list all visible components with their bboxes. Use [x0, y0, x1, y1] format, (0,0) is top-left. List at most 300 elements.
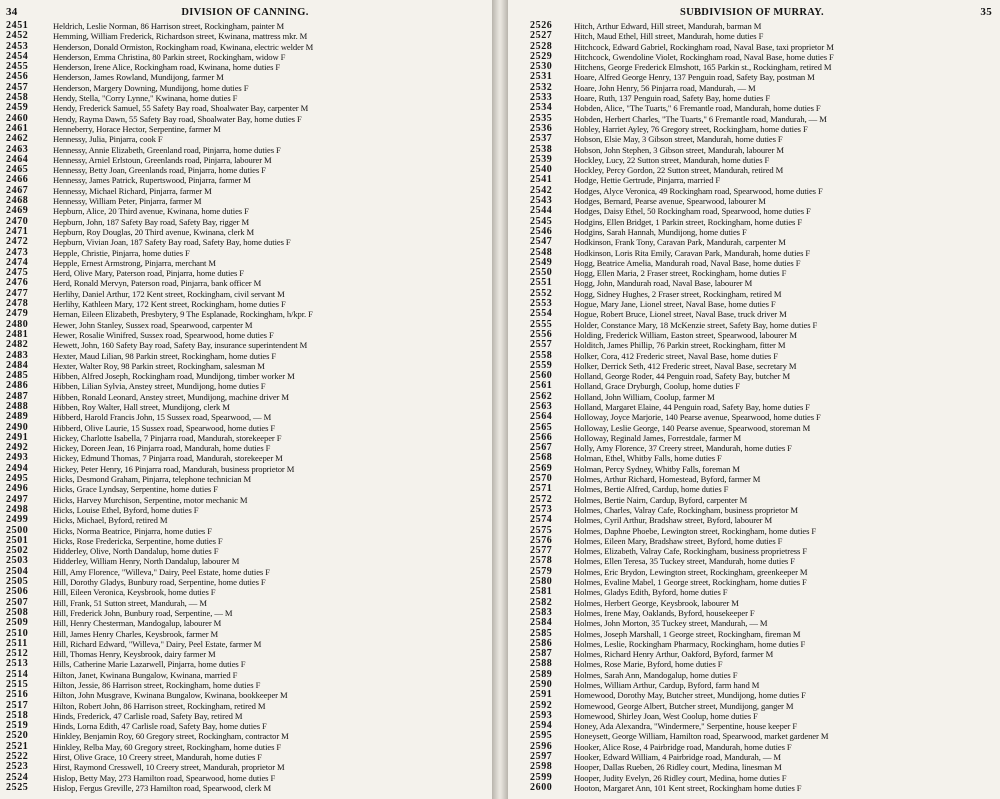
- entry-row: [512, 701, 992, 711]
- entry-text: Hicks, Harvey Murchison, Serpentine, motor mechanic M: [53, 494, 248, 505]
- entry-text: Holmes, Leslie, Rockingham Pharmacy, Rockingham, home duties F: [574, 638, 806, 649]
- entry-number: 2539: [530, 154, 553, 165]
- entry-number: 2484: [6, 360, 29, 371]
- entry-text: Holker, Derrick Seth, 412 Frederic street, Naval Base, secretary M: [574, 360, 797, 371]
- entry-row: [6, 186, 484, 196]
- entry-text: Holmes, Herbert George, Keysbrook, labourer M: [574, 597, 739, 608]
- entry-row: [512, 392, 992, 402]
- entry-number: 2600: [530, 782, 553, 793]
- entry-number: 2514: [6, 669, 29, 680]
- entry-number: 2573: [530, 504, 553, 515]
- entry-row: [512, 474, 992, 484]
- entry-text: Holmes, Bertie Nairn, Cardup, Byford, carpenter M: [574, 494, 748, 505]
- entry-row: [6, 299, 484, 309]
- entry-row: [512, 217, 992, 227]
- entry-row: [6, 484, 484, 494]
- entry-number: 2563: [530, 401, 553, 412]
- entry-number: 2482: [6, 340, 29, 351]
- page-title: DIVISION OF CANNING.: [181, 7, 309, 18]
- entry-text: Holland, Margaret Elaine, 44 Penguin road, Safety Bay, home duties F: [574, 401, 810, 412]
- entry-number: 2477: [6, 288, 29, 299]
- entry-number: 2541: [530, 175, 553, 186]
- entry-row: [512, 690, 992, 700]
- entry-text: Hitchcock, Gwendoline Violet, Rockingham road, Naval Base, home duties F: [574, 51, 834, 62]
- entry-row: [6, 361, 484, 371]
- entry-row: [6, 330, 484, 340]
- entry-number: 2460: [6, 113, 29, 124]
- entry-text: Hislop, Betty May, 273 Hamilton road, Spearwood, home duties F: [53, 772, 276, 783]
- entry-text: Hemming, William Frederick, Richardson street, Kwinana, mattress mkr. M: [53, 31, 308, 42]
- entry-list: [512, 21, 992, 793]
- entry-number: 2597: [530, 752, 553, 763]
- entry-text: Hicks, Desmond Graham, Pinjarra, telephone technician M: [53, 474, 252, 485]
- entry-row: [512, 608, 992, 618]
- entry-text: Holman, Ethel, Whitby Falls, home duties F: [574, 453, 722, 464]
- entry-number: 2581: [530, 587, 553, 598]
- entry-text: Hislop, Fergus Greville, 273 Hamilton road, Spearwood, clerk M: [53, 782, 271, 793]
- entry-row: [512, 206, 992, 216]
- entry-row: [6, 773, 484, 783]
- entry-row: [6, 433, 484, 443]
- entry-row: [512, 505, 992, 515]
- entry-row: [512, 598, 992, 608]
- entry-row: [512, 42, 992, 52]
- entry-number: 2565: [530, 422, 553, 433]
- entry-number: 2598: [530, 762, 553, 773]
- entry-number: 2458: [6, 93, 29, 104]
- entry-row: [6, 320, 484, 330]
- entry-text: Hickey, Peter Henry, 16 Pinjarra road, Mandurah, business proprietor M: [53, 463, 295, 474]
- entry-text: Hitchens, George Frederick Elmshott, 165 Parkin st., Rockingham, retired M: [574, 62, 832, 73]
- entry-number: 2592: [530, 700, 553, 711]
- entry-text: Holmes, Richard Henry Arthur, Oakford, Byford, farmer M: [574, 649, 774, 660]
- entry-number: 2453: [6, 41, 29, 52]
- entry-text: Hitch, Arthur Edward, Hill street, Mandurah, barman M: [574, 21, 762, 31]
- entry-number: 2457: [6, 82, 29, 93]
- entry-text: Holditch, James Phillip, 76 Parkin street, Rockingham, fitter M: [574, 340, 786, 351]
- entry-number: 2578: [530, 556, 553, 567]
- page-number: 34: [6, 6, 18, 18]
- entry-number: 2473: [6, 247, 29, 258]
- entry-text: Hennessy, Betty Joan, Greenlands road, Pinjarra, home duties F: [53, 165, 266, 176]
- entry-row: [512, 340, 992, 350]
- entry-row: [512, 423, 992, 433]
- entry-row: [512, 752, 992, 762]
- entry-number: 2529: [530, 51, 553, 62]
- entry-row: [6, 83, 484, 93]
- entry-text: Hennessy, James Patrick, Rupertswood, Pinjarra, farmer M: [53, 175, 251, 186]
- entry-text: Holding, Frederick William, Easton street, Spearwood, labourer M: [574, 329, 797, 340]
- entry-row: [512, 155, 992, 165]
- entry-text: Hirst, Raymond Cresswell, 10 Creery street, Mandurah, proprietor M: [53, 762, 285, 773]
- entry-number: 2503: [6, 556, 29, 567]
- entry-text: Hewett, John, 160 Safety Bay road, Safety Bay, insurance superintendent M: [53, 340, 308, 351]
- entry-row: [6, 556, 484, 566]
- entry-number: 2462: [6, 134, 29, 145]
- entry-text: Heldrich, Leslie Norman, 86 Harrison street, Rockingham, painter M: [53, 21, 285, 31]
- entry-number: 2494: [6, 463, 29, 474]
- entry-number: 2527: [530, 31, 553, 42]
- entry-number: 2530: [530, 62, 553, 73]
- entry-row: [6, 103, 484, 113]
- entry-row: [512, 114, 992, 124]
- entry-number: 2580: [530, 577, 553, 588]
- right-page: [508, 0, 1000, 799]
- entry-number: 2579: [530, 566, 553, 577]
- entry-row: [6, 536, 484, 546]
- entry-number: 2471: [6, 226, 29, 237]
- entry-text: Henderson, Irene Alice, Rockingham road, Kwinana, home duties F: [53, 62, 281, 73]
- entry-text: Holloway, Reginald James, Forrestdale, farmer M: [574, 432, 742, 443]
- entry-row: [512, 402, 992, 412]
- entry-row: [512, 165, 992, 175]
- entry-text: Hills, Catherine Marie Lazarwell, Pinjarra, home duties F: [53, 659, 246, 670]
- entry-number: 2587: [530, 649, 553, 660]
- entry-row: [512, 196, 992, 206]
- entry-number: 2465: [6, 165, 29, 176]
- entry-text: Hogg, John, Mandurah road, Naval Base, labourer M: [574, 278, 753, 289]
- entry-row: [6, 371, 484, 381]
- entry-number: 2528: [530, 41, 553, 52]
- entry-text: Hicks, Michael, Byford, retired M: [53, 515, 168, 526]
- entry-text: Hooton, Margaret Ann, 101 Kent street, Rockingham home duties F: [574, 782, 802, 793]
- entry-text: Hennessy, Arniel Erlstoun, Greenlands road, Pinjarra, labourer M: [53, 154, 272, 165]
- entry-row: [6, 526, 484, 536]
- entry-row: [6, 515, 484, 525]
- entry-row: [512, 443, 992, 453]
- entry-row: [512, 361, 992, 371]
- entry-text: Hinkley, Benjamin Roy, 60 Gregory street, Rockingham, contractor M: [53, 731, 289, 742]
- entry-number: 2548: [530, 247, 553, 258]
- entry-number: 2498: [6, 504, 29, 515]
- entry-row: [512, 577, 992, 587]
- entry-text: Hidderley, Olive, North Dandalup, home duties F: [53, 546, 219, 557]
- entry-text: Hirst, Olive Grace, 10 Creery street, Mandurah, home duties F: [53, 752, 262, 763]
- entry-text: Hepburn, Alice, 20 Third avenue, Kwinana, home duties F: [53, 206, 249, 217]
- entry-row: [512, 453, 992, 463]
- entry-text: Hooper, Dallas Rueben, 26 Ridley court, Medina, linesman M: [574, 762, 782, 773]
- entry-number: 2502: [6, 546, 29, 557]
- entry-number: 2499: [6, 515, 29, 526]
- entry-row: [512, 680, 992, 690]
- entry-text: Henderson, Emma Christina, 80 Parkin street, Rockingham, widow F: [53, 51, 286, 62]
- entry-number: 2487: [6, 391, 29, 402]
- entry-row: [512, 237, 992, 247]
- entry-text: Henneberry, Horace Hector, Serpentine, farmer M: [53, 123, 221, 134]
- entry-row: [512, 412, 992, 422]
- entry-text: Herlihy, Kathleen Mary, 172 Kent street, Rockingham, home duties F: [53, 299, 286, 310]
- entry-text: Holmes, Rose Marie, Byford, home duties F: [574, 659, 723, 670]
- entry-row: [512, 248, 992, 258]
- entry-row: [512, 670, 992, 680]
- entry-text: Hogg, Sidney Hughes, 2 Fraser street, Rockingham, retired M: [574, 288, 782, 299]
- entry-row: [512, 515, 992, 525]
- entry-row: [6, 505, 484, 515]
- entry-text: Holman, Percy Sydney, Whitby Falls, foreman M: [574, 463, 740, 474]
- entry-number: 2489: [6, 412, 29, 423]
- entry-text: Holmes, Eileen Mary, Bradshaw street, Byford, home duties F: [574, 535, 783, 546]
- entry-text: Hernan, Eileen Elizabeth, Presbytery, 9 The Esplanade, Rockingham, h/kpr. F: [53, 309, 313, 320]
- entry-number: 2532: [530, 82, 553, 93]
- entry-row: [6, 412, 484, 422]
- entry-number: 2531: [530, 72, 553, 83]
- entry-number: 2481: [6, 329, 29, 340]
- entry-row: [512, 721, 992, 731]
- entry-list: [6, 21, 484, 793]
- entry-number: 2547: [530, 237, 553, 248]
- entry-number: 2570: [530, 474, 553, 485]
- entry-number: 2560: [530, 371, 553, 382]
- entry-row: [6, 381, 484, 391]
- entry-row: [512, 659, 992, 669]
- entry-number: 2463: [6, 144, 29, 155]
- entry-number: 2550: [530, 268, 553, 279]
- entry-number: 2591: [530, 690, 553, 701]
- entry-text: Hinds, Lorna Edith, 47 Carlisle road, Safety Bay, home duties F: [53, 721, 267, 732]
- entry-number: 2504: [6, 566, 29, 577]
- entry-row: [6, 783, 484, 793]
- entry-number: 2492: [6, 443, 29, 454]
- entry-text: Holmes, Joseph Marshall, 1 George street, Rockingham, fireman M: [574, 628, 801, 639]
- book-gutter: [492, 0, 508, 799]
- entry-row: [512, 711, 992, 721]
- entry-number: 2520: [6, 731, 29, 742]
- entry-number: 2518: [6, 710, 29, 721]
- entry-number: 2534: [530, 103, 553, 114]
- entry-row: [512, 227, 992, 237]
- entry-row: [512, 495, 992, 505]
- entry-number: 2475: [6, 268, 29, 279]
- entry-text: Holker, Cora, 412 Frederic street, Naval Base, home duties F: [574, 350, 778, 361]
- entry-number: 2523: [6, 762, 29, 773]
- entry-text: Hibberd, Olive Laurie, 15 Sussex road, Spearwood, home duties F: [53, 422, 276, 433]
- entry-row: [512, 618, 992, 628]
- entry-row: [6, 42, 484, 52]
- entry-number: 2567: [530, 443, 553, 454]
- entry-number: 2546: [530, 226, 553, 237]
- entry-number: 2497: [6, 494, 29, 505]
- entry-row: [512, 649, 992, 659]
- entry-row: [6, 258, 484, 268]
- entry-number: 2584: [530, 618, 553, 629]
- entry-row: [6, 155, 484, 165]
- entry-text: Holder, Constance Mary, 18 McKenzie street, Safety Bay, home duties F: [574, 319, 818, 330]
- entry-number: 2485: [6, 371, 29, 382]
- entry-text: Holmes, Elizabeth, Valray Cafe, Rockingham, business proprietress F: [574, 546, 808, 557]
- entry-row: [6, 402, 484, 412]
- entry-text: Holmes, Gladys Edith, Byford, home duties F: [574, 587, 728, 598]
- entry-number: 2521: [6, 741, 29, 752]
- entry-number: 2586: [530, 638, 553, 649]
- entry-row: [512, 731, 992, 741]
- entry-text: Holland, George Roder, 44 Penguin road, Safety Bay, butcher M: [574, 371, 790, 382]
- entry-row: [512, 433, 992, 443]
- entry-number: 2559: [530, 360, 553, 371]
- entry-row: [6, 721, 484, 731]
- entry-number: 2593: [530, 710, 553, 721]
- entry-number: 2495: [6, 474, 29, 485]
- entry-number: 2493: [6, 453, 29, 464]
- entry-number: 2574: [530, 515, 553, 526]
- entry-row: [512, 320, 992, 330]
- entry-number: 2478: [6, 299, 29, 310]
- entry-number: 2551: [530, 278, 553, 289]
- entry-text: Hodges, Daisy Ethel, 50 Rockingham road, Spearwood, home duties F: [574, 206, 811, 217]
- entry-row: [6, 31, 484, 41]
- entry-number: 2533: [530, 93, 553, 104]
- entry-text: Hinkley, Relba May, 60 Gregory street, Rockingham, home duties F: [53, 741, 282, 752]
- entry-row: [6, 443, 484, 453]
- entry-row: [6, 217, 484, 227]
- entry-number: 2464: [6, 154, 29, 165]
- entry-number: 2554: [530, 309, 553, 320]
- entry-row: [6, 587, 484, 597]
- entry-number: 2509: [6, 618, 29, 629]
- entry-text: Hobson, Elsie May, 3 Gibson street, Mandurah, home duties F: [574, 134, 783, 145]
- entry-number: 2515: [6, 680, 29, 690]
- entry-text: Holly, Amy Florence, 37 Creery street, Mandurah, home duties F: [574, 443, 792, 454]
- entry-text: Hoare, Ruth, 137 Penguin road, Safety Bay, home duties F: [574, 93, 771, 104]
- entry-text: Hobden, Herbert Charles, "The Tuarts," 6 Fremantle road, Mandurah, — M: [574, 113, 827, 124]
- entry-number: 2483: [6, 350, 29, 361]
- entry-number: 2470: [6, 216, 29, 227]
- entry-text: Henderson, Margery Downing, Mundijong, home duties F: [53, 82, 249, 93]
- entry-text: Hickey, Charlotte Isabella, 7 Pinjarra road, Mandurah, storekeeper F: [53, 432, 282, 443]
- entry-number: 2594: [530, 721, 553, 732]
- entry-row: [6, 351, 484, 361]
- entry-text: Homewood, Shirley Joan, West Coolup, home duties F: [574, 710, 758, 721]
- entry-row: [6, 701, 484, 711]
- entry-text: Holmes, Irene May, Oaklands, Byford, housekeeper F: [574, 607, 755, 618]
- entry-number: 2544: [530, 206, 553, 217]
- entry-number: 2486: [6, 381, 29, 392]
- entry-text: Homewood, George Albert, Butcher street, Mundijong, ganger M: [574, 700, 794, 711]
- entry-text: Holmes, Sarah Ann, Mandogalup, home duties F: [574, 669, 738, 680]
- entry-number: 2589: [530, 669, 553, 680]
- entry-text: Hobley, Harriet Ayley, 76 Gregory street, Rockingham, home duties F: [574, 123, 808, 134]
- entry-row: [6, 227, 484, 237]
- entry-text: Hooker, Alice Rose, 4 Pairbridge road, Mandurah, home duties F: [574, 741, 792, 752]
- entry-number: 2451: [6, 21, 29, 31]
- entry-row: [6, 124, 484, 134]
- entry-text: Hooper, Judity Evelyn, 26 Ridley court, Medina, home duties F: [574, 772, 787, 783]
- entry-number: 2549: [530, 257, 553, 268]
- entry-number: 2540: [530, 165, 553, 176]
- entry-text: Holmes, Daphne Phoebe, Lewington street, Rockingham, home duties F: [574, 525, 817, 536]
- entry-number: 2524: [6, 772, 29, 783]
- entry-row: [512, 93, 992, 103]
- entry-text: Herd, Ronald Mervyn, Paterson road, Pinjarra, bank officer M: [53, 278, 262, 289]
- entry-number: 2505: [6, 577, 29, 588]
- entry-row: [6, 165, 484, 175]
- entry-number: 2513: [6, 659, 29, 670]
- entry-number: 2472: [6, 237, 29, 248]
- entry-number: 2585: [530, 628, 553, 639]
- entry-number: 2535: [530, 113, 553, 124]
- entry-number: 2511: [6, 638, 28, 649]
- entry-row: [6, 268, 484, 278]
- entry-number: 2474: [6, 257, 29, 268]
- entry-text: Holmes, Cyril Arthur, Bradshaw street, Byford, labourer M: [574, 515, 773, 526]
- entry-text: Hill, Eileen Veronica, Keysbrook, home duties F: [53, 587, 216, 598]
- entry-number: 2569: [530, 463, 553, 474]
- entry-text: Herlihy, Daniel Arthur, 172 Kent street, Rockingham, civil servant M: [53, 288, 285, 299]
- entry-text: Holmes, Bertie Alfred, Cardup, home duties F: [574, 484, 729, 495]
- entry-number: 2516: [6, 690, 29, 701]
- entry-row: [512, 124, 992, 134]
- entry-row: [512, 783, 992, 793]
- entry-text: Holland, Grace Dryburgh, Coolup, home duties F: [574, 381, 740, 392]
- entry-text: Holmes, Ellen Teresa, 35 Tuckey street, Mandurah, home duties F: [574, 556, 795, 567]
- entry-row: [6, 608, 484, 618]
- entry-number: 2467: [6, 185, 29, 196]
- entry-text: Hicks, Norma Beatrice, Pinjarra, home duties F: [53, 525, 212, 536]
- entry-row: [512, 567, 992, 577]
- page-title: SUBDIVISION OF MURRAY.: [679, 7, 824, 18]
- entry-number: 2595: [530, 731, 553, 742]
- entry-row: [6, 731, 484, 741]
- entry-text: Hill, Amy Florence, "Willeva," Dairy, Peel Estate, home duties F: [53, 566, 270, 577]
- entry-row: [6, 248, 484, 258]
- entry-text: Hitch, Maud Ethel, Hill street, Mandurah, home duties F: [574, 31, 764, 42]
- entry-text: Hoare, John Henry, 56 Pinjarra road, Mandurah, — M: [574, 82, 756, 93]
- entry-row: [6, 145, 484, 155]
- entry-text: Holmes, Evaline Mabel, 1 George street, Rockingham, home duties F: [574, 577, 807, 588]
- entry-number: 2543: [530, 196, 553, 207]
- entry-number: 2552: [530, 288, 553, 299]
- entry-number: 2599: [530, 772, 553, 783]
- entry-row: [512, 134, 992, 144]
- page-number: 35: [980, 6, 992, 18]
- entry-number: 2459: [6, 103, 29, 114]
- entry-row: [512, 299, 992, 309]
- entry-number: 2512: [6, 649, 29, 660]
- entry-row: [6, 752, 484, 762]
- entry-text: Hicks, Louise Ethel, Byford, home duties F: [53, 504, 199, 515]
- entry-text: Hoare, Alfred George Henry, 137 Penguin road, Safety Bay, postman M: [574, 72, 815, 83]
- entry-text: Hicks, Grace Lyndsay, Serpentine, home duties F: [53, 484, 218, 495]
- entry-row: [6, 464, 484, 474]
- entry-text: Hill, James Henry Charles, Keysbrook, farmer M: [53, 628, 219, 639]
- entry-number: 2455: [6, 62, 29, 73]
- entry-row: [6, 618, 484, 628]
- entry-text: Hexter, Walter Roy, 98 Parkin street, Rockingham, salesman M: [53, 360, 265, 371]
- entry-text: Hodges, Bernard, Pearse avenue, Spearwood, labourer M: [574, 196, 766, 207]
- entry-text: Herd, Olive Mary, Paterson road, Pinjarra, home duties F: [53, 268, 244, 279]
- entry-row: [512, 52, 992, 62]
- entry-number: 2490: [6, 422, 29, 433]
- entry-text: Hendy, Rayma Dawn, 55 Safety Bay road, Shoalwater Bay, home duties F: [53, 113, 302, 124]
- entry-row: [512, 762, 992, 772]
- entry-row: [512, 536, 992, 546]
- entry-row: [512, 546, 992, 556]
- entry-text: Hepburn, Roy Douglas, 20 Third avenue, Kwinana, clerk M: [53, 226, 255, 237]
- entry-number: 2501: [6, 535, 29, 546]
- entry-row: [512, 351, 992, 361]
- entry-row: [6, 93, 484, 103]
- entry-number: 2566: [530, 432, 553, 443]
- entry-row: [6, 21, 484, 31]
- entry-number: 2568: [530, 453, 553, 464]
- entry-row: [6, 340, 484, 350]
- left-page: [0, 0, 492, 799]
- entry-text: Hickey, Edmund Thomas, 7 Pinjarra road, Mandurah, storekeeper M: [53, 453, 283, 464]
- entry-text: Hill, Thomas Henry, Keysbrook, dairy farmer M: [53, 649, 216, 660]
- entry-row: [512, 587, 992, 597]
- entry-text: Hodkinson, Frank Tony, Caravan Park, Mandurah, carpenter M: [574, 237, 786, 248]
- page-header: [512, 6, 992, 21]
- entry-text: Hilton, Janet, Kwinana Bungalow, Kwinana, married F: [53, 669, 238, 680]
